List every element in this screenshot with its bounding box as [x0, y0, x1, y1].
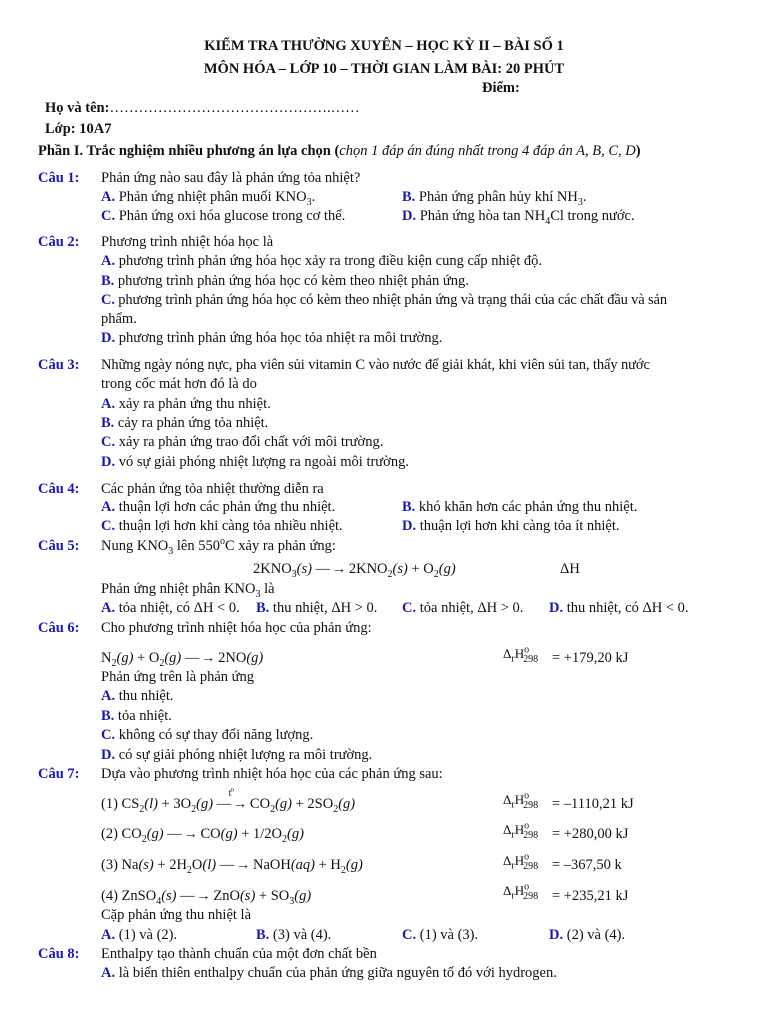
enthalpy-symbol: H [514, 883, 525, 898]
q7-enthalpy-1 [503, 790, 538, 809]
state: (aq) [290, 857, 315, 873]
option-letter: A. [101, 396, 116, 412]
q7-reaction-2 [101, 825, 304, 844]
option-text: không có sự thay đổi năng lượng. [118, 727, 314, 743]
class-value: 10A7 [79, 121, 112, 137]
option-text: thuận lợi hơn khi càng tỏa nhiều nhiệt. [118, 518, 343, 534]
formula: + 1/2O [237, 826, 282, 842]
option-text: (2) và (4). [566, 927, 626, 943]
option-letter: D. [101, 330, 116, 346]
superscript: o [524, 820, 530, 832]
q2-label: Câu 2: [38, 234, 80, 250]
subscript: 2 [191, 803, 197, 815]
state: (g) [146, 826, 164, 842]
exam-subtitle: MÔN HÓA – LỚP 10 – THỜI GIAN LÀM BÀI: 20 PHÚT [203, 61, 565, 77]
option-letter: A. [101, 499, 116, 515]
state: (s) [296, 561, 312, 577]
subscript: r [511, 799, 515, 811]
q5-equation [253, 560, 456, 579]
subscript: 298 [523, 890, 539, 902]
reaction-arrow: — → [219, 857, 250, 873]
formula: (3) Na [101, 857, 139, 873]
formula: ZnO [213, 888, 240, 904]
q3-option-a [101, 395, 271, 414]
q4-stem: Các phản ứng tỏa nhiệt thường diễn ra [101, 481, 324, 497]
option-letter: A. [101, 965, 116, 981]
delta-symbol: Δ [503, 822, 512, 837]
q1-option-a [101, 188, 315, 207]
formula: + 2H [153, 857, 187, 873]
subscript: 4 [545, 215, 551, 227]
option-letter: C. [101, 727, 116, 743]
q8-stem: Enthalpy tạo thành chuẩn của một đơn chất bền [101, 946, 377, 962]
subscript: 2 [139, 803, 145, 815]
option-text: vó sự giải phóng nhiệt lượng ra ngoài môi trường. [118, 454, 409, 470]
subscript: 3 [168, 545, 174, 557]
formula: O [191, 857, 203, 873]
state: (g) [116, 650, 134, 666]
q6-option-d [101, 746, 372, 765]
state: (g) [345, 857, 363, 873]
option-letter: C. [402, 927, 417, 943]
option-text: (1) và (2). [118, 927, 178, 943]
q2-option-b [101, 272, 469, 291]
subscript: 2 [141, 833, 147, 845]
q6-enthalpy-value: = +179,20 kJ [552, 650, 629, 666]
formula: + 2SO [292, 796, 334, 812]
option-text: thu nhiệt, có ΔH < 0. [566, 600, 689, 616]
q7-option-d [549, 926, 625, 945]
subscript: 298 [523, 860, 539, 872]
option-letter: B. [402, 189, 416, 205]
state: (l) [202, 857, 217, 873]
formula: 2KNO [253, 561, 292, 577]
subscript: 3 [289, 895, 295, 907]
q7-label: Câu 7: [38, 766, 80, 782]
q3-option-b [101, 414, 268, 433]
option-text: (1) và (3). [419, 927, 479, 943]
reaction-arrow: — → [180, 888, 210, 904]
option-letter: A. [101, 927, 116, 943]
stem-text: là [260, 581, 275, 597]
q1-stem: Phản ứng nào sau đây là phản ứng tỏa nhiệt? [101, 170, 361, 186]
option-letter: C. [402, 600, 417, 616]
formula: + SO [255, 888, 290, 904]
subscript: 2 [186, 864, 192, 876]
option-text: phương trình phản ứng hóa học có kèm theo nhiệt phản ứng. [117, 273, 469, 289]
subscript: 3 [306, 196, 312, 208]
option-text: xảy ra phản ứng trao đổi chất với môi trường. [118, 434, 384, 450]
q4-option-b [402, 498, 637, 517]
option-letter: D. [101, 747, 116, 763]
q7-option-a [101, 926, 177, 945]
q7-reaction-3 [101, 856, 363, 875]
q5-option-a [101, 599, 240, 618]
superscript: o [230, 785, 233, 794]
q8-label: Câu 8: [38, 946, 80, 962]
subscript: r [511, 860, 515, 872]
q4-label: Câu 4: [38, 481, 80, 497]
option-text: khó khăn hơn các phản ứng thu nhiệt. [418, 499, 638, 515]
subscript: 2 [282, 833, 287, 845]
q2-option-c [101, 291, 667, 310]
delta-symbol: Δ [503, 792, 512, 807]
option-text: phương trình phản ứng hóa học xảy ra trong điều kiện cung cấp nhiệt độ. [118, 253, 542, 269]
delta-symbol: Δ [503, 853, 512, 868]
enthalpy-symbol: H [514, 822, 525, 837]
option-text: có sự giải phóng nhiệt lượng ra môi trường. [118, 747, 373, 763]
subscript: 2 [270, 803, 276, 815]
option-letter: D. [549, 927, 564, 943]
reaction-arrow-heated [216, 785, 247, 812]
option-letter: D. [402, 208, 417, 224]
q6-stem: Cho phương trình nhiệt hóa học của phản ứng: [101, 620, 372, 636]
q3-option-d [101, 453, 409, 472]
reaction-arrow: — → [167, 826, 197, 842]
reaction-arrow: — → [184, 650, 215, 666]
enthalpy-symbol: H [514, 792, 525, 807]
stem-text: Phản ứng nhiệt phân KNO [101, 581, 256, 597]
q7-value-1: = –1110,21 kJ [552, 796, 634, 812]
option-text: phương trình phản ứng hóa học có kèm theo nhiệt phản ứng và trạng thái của các chất đầu và sản [118, 292, 667, 308]
state: (g) [287, 826, 304, 842]
subscript: r [511, 829, 515, 841]
state: (g) [294, 888, 312, 904]
formula: (4) ZnSO [101, 888, 157, 904]
enthalpy-symbol: H [514, 646, 525, 661]
q3-label: Câu 3: [38, 357, 80, 373]
option-letter: A. [101, 253, 116, 269]
score-label: Điểm: [482, 80, 520, 96]
option-text: thuận lợi hơn các phản ứng thu nhiệt. [118, 499, 336, 515]
option-text: thu nhiệt. [118, 688, 174, 704]
formula: + H [315, 857, 341, 873]
superscript: o [524, 790, 530, 802]
subscript: 2 [387, 568, 393, 580]
option-text: là biến thiên enthalpy chuẩn của phản ứng giữa nguyên tố đó với hydrogen. [118, 965, 557, 981]
q1-label: Câu 1: [38, 170, 80, 186]
state: (g) [338, 796, 356, 812]
formula: 2NO [218, 650, 247, 666]
q5-stem-cont [101, 580, 275, 599]
q7-option-b [256, 926, 331, 945]
subscript: 3 [255, 588, 261, 600]
q6-label: Câu 6: [38, 620, 80, 636]
q1-option-d [402, 207, 635, 226]
option-text: (3) và (4). [272, 927, 332, 943]
temperature-symbol: t [228, 788, 231, 799]
state: (g) [246, 650, 264, 666]
subscript: 2 [333, 803, 339, 815]
q5-option-d [549, 599, 689, 618]
q5-option-c [402, 599, 523, 618]
state: (s) [138, 857, 154, 873]
delta-symbol: Δ [503, 883, 512, 898]
option-letter: A. [101, 189, 116, 205]
q7-stem: Dựa vào phương trình nhiệt hóa học của các phản ứng sau: [101, 766, 443, 782]
superscript: o [524, 851, 530, 863]
name-line [45, 99, 360, 118]
stem-text: C xảy ra phản ứng: [224, 538, 336, 554]
exam-title: KIỂM TRA THƯỜNG XUYÊN – HỌC KỲ II – BÀI SỐ 1 [204, 38, 564, 54]
section-open-paren: ( [334, 143, 340, 159]
subscript: 2 [111, 657, 117, 669]
option-text: cảy ra phản ứng tỏa nhiệt. [117, 415, 269, 431]
formula: 2KNO [348, 561, 388, 577]
option-letter: B. [256, 927, 270, 943]
q6-option-a [101, 687, 174, 706]
formula: + O [407, 561, 434, 577]
q6-equation [101, 649, 263, 668]
option-text: . [311, 189, 316, 205]
q6-stem-cont: Phản ứng trên là phản ứng [101, 669, 255, 685]
reaction-arrow: — → [315, 561, 346, 577]
q4-option-c [101, 517, 343, 536]
q3-stem: Những ngày nóng nực, pha viên sủi vitamin C vào nước để giải khát, khi viên sủi tan, thấy nước [101, 357, 650, 373]
subscript: 3 [291, 568, 297, 580]
option-letter: B. [101, 415, 115, 431]
option-text: tỏa nhiệt, ΔH > 0. [419, 600, 524, 616]
option-letter: B. [101, 273, 115, 289]
q3-stem-cont: trong cốc mát hơn đó là do [101, 376, 257, 392]
superscript: o [524, 644, 530, 656]
option-text: thu nhiệt, ΔH > 0. [272, 600, 378, 616]
option-text: thuận lợi hơn khi càng tỏa ít nhiệt. [419, 518, 620, 534]
section-heading [38, 142, 641, 161]
q5-stem [101, 537, 336, 556]
q7-reaction-4 [101, 887, 311, 906]
stem-text: lên 550 [173, 538, 220, 554]
q6-option-c [101, 726, 313, 745]
option-text: xảy ra phản ứng thu nhiệt. [118, 396, 271, 412]
q4-option-a [101, 498, 335, 517]
formula: NaOH [252, 857, 291, 873]
delta-symbol: Δ [503, 646, 512, 661]
formula: (1) CS [101, 796, 140, 812]
q7-option-c [402, 926, 478, 945]
q1-option-b [402, 188, 586, 207]
q3-option-c [101, 433, 383, 452]
q7-value-2: = +280,00 kJ [552, 826, 629, 842]
option-letter: C. [101, 208, 116, 224]
state: (g) [196, 796, 214, 812]
option-letter: D. [101, 454, 116, 470]
formula: N [101, 650, 112, 666]
q5-label: Câu 5: [38, 538, 80, 554]
option-text: Phản ứng nhiệt phân muối KNO [118, 189, 307, 205]
formula: CO [200, 826, 221, 842]
subscript: 298 [523, 829, 539, 841]
subscript: 3 [577, 196, 583, 208]
name-label: Họ và tên: [45, 100, 110, 116]
option-letter: C. [101, 434, 116, 450]
option-letter: A. [101, 688, 116, 704]
q4-option-d [402, 517, 620, 536]
enthalpy-symbol: H [514, 853, 525, 868]
section-close-paren: ) [635, 143, 641, 159]
state: (l) [144, 796, 158, 812]
q2-stem: Phương trình nhiệt hóa học là [101, 234, 274, 250]
formula: + 3O [157, 796, 192, 812]
reaction-arrow: — → [216, 796, 247, 812]
subscript: 2 [433, 568, 439, 580]
formula: + O [133, 650, 160, 666]
stem-text: Nung KNO [101, 538, 169, 554]
q2-option-c-cont: phẩm. [101, 311, 137, 327]
option-letter: B. [402, 499, 416, 515]
subscript: 4 [156, 895, 162, 907]
q7-reaction-1 [101, 785, 356, 815]
q2-option-a [101, 252, 542, 271]
q5-option-b [256, 599, 377, 618]
q2-option-d [101, 329, 442, 348]
subscript: r [511, 890, 515, 902]
state: (g) [275, 796, 292, 812]
subscript: 298 [523, 653, 539, 665]
q7-value-4: = +235,21 kJ [552, 888, 629, 904]
option-text: tỏa nhiệt, có ΔH < 0. [118, 600, 240, 616]
q7-stem-cont: Cặp phản ứng thu nhiệt là [101, 907, 252, 923]
class-line [45, 120, 111, 139]
formula: (2) CO [101, 826, 142, 842]
subscript: 2 [340, 864, 346, 876]
section-instruction: chọn 1 đáp án đúng nhất trong 4 đáp án A, B, C, D [339, 143, 636, 159]
section-title: Phần I. Trắc nghiệm nhiều phương án lựa chọn [38, 143, 331, 159]
name-dots: ……………………………………….…… [109, 100, 360, 116]
state: (s) [392, 561, 408, 577]
q7-value-3: = –367,50 k [552, 857, 622, 873]
state: (s) [239, 888, 256, 904]
state: (g) [438, 561, 456, 577]
state: (g) [220, 826, 238, 842]
superscript: o [524, 881, 530, 893]
temperature-label [229, 784, 233, 803]
subscript: r [511, 653, 515, 665]
q7-enthalpy-3 [503, 851, 538, 870]
option-text: Phản ứng hòa tan NH [419, 208, 546, 224]
q6-enthalpy [503, 644, 538, 663]
state: (s) [161, 888, 177, 904]
q8-option-a [101, 964, 557, 983]
state: (g) [164, 650, 182, 666]
option-text: tỏa nhiệt. [117, 708, 172, 724]
superscript: o [219, 536, 225, 548]
option-text: phương trình phản ứng hóa học tỏa nhiệt ra môi trường. [118, 330, 443, 346]
option-letter: C. [101, 518, 116, 534]
option-letter: D. [402, 518, 417, 534]
q6-option-b [101, 707, 172, 726]
option-text: Cl trong nước. [550, 208, 635, 224]
q7-enthalpy-4 [503, 881, 538, 900]
q1-option-c [101, 207, 345, 226]
q5-delta-h: ΔH [560, 561, 580, 577]
option-letter: B. [256, 600, 270, 616]
option-letter: D. [549, 600, 564, 616]
formula: CO [249, 796, 271, 812]
q7-enthalpy-2 [503, 820, 538, 839]
option-letter: A. [101, 600, 116, 616]
subscript: 298 [523, 799, 539, 811]
subscript: 2 [159, 657, 165, 669]
option-letter: B. [101, 708, 115, 724]
option-text: Phản ứng phân hủy khí NH [418, 189, 578, 205]
option-text: Phản ứng oxi hóa glucose trong cơ thể. [118, 208, 346, 224]
option-text: . [582, 189, 587, 205]
class-label: Lớp: [45, 121, 76, 137]
option-letter: C. [101, 292, 115, 308]
